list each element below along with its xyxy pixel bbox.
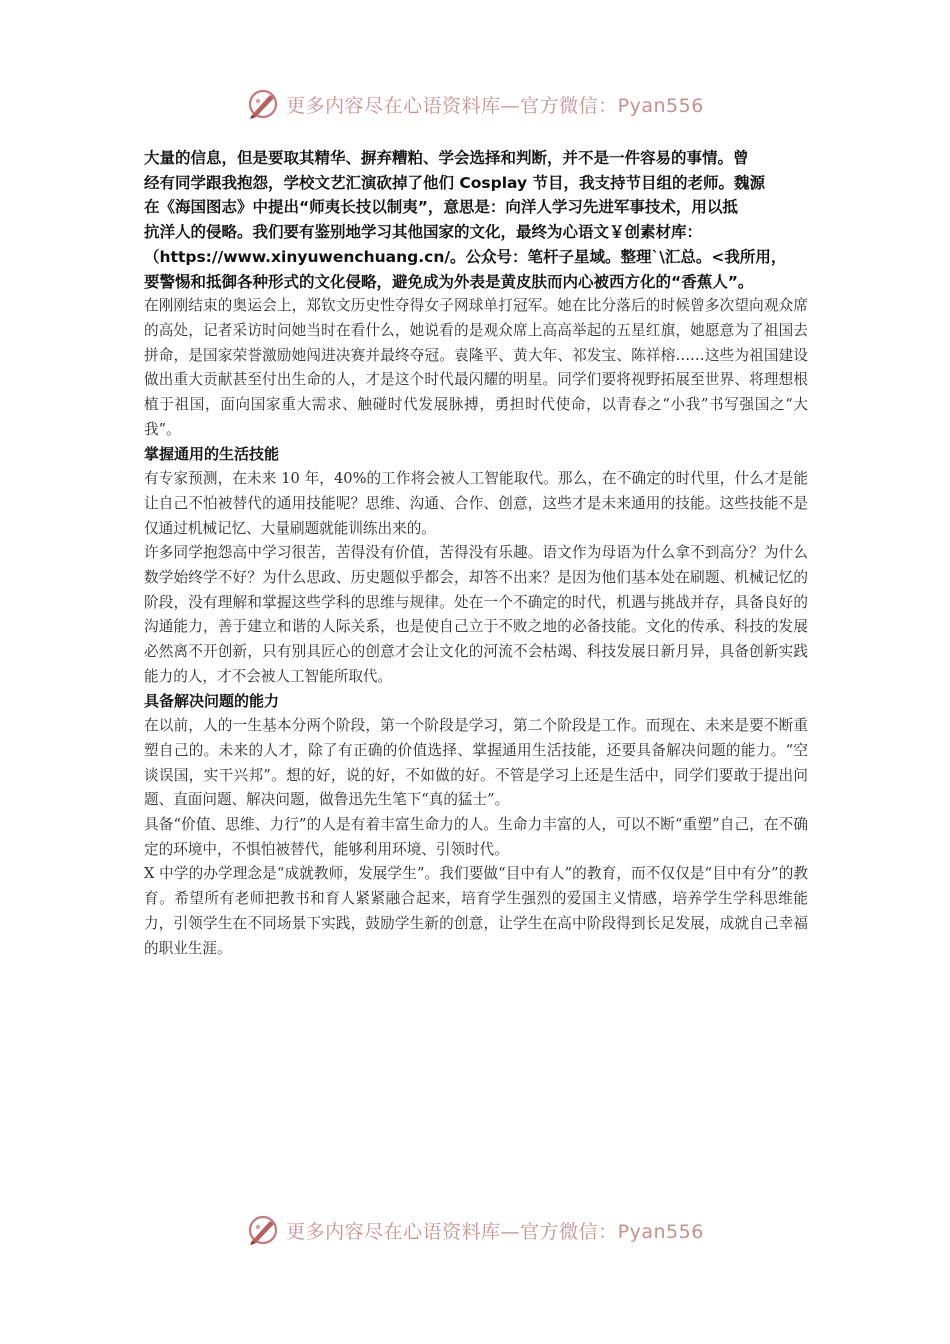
intro-line: 要警惕和抵御各种形式的文化侵略，避免成为外表是黄皮肤而内心被西方化的“香蕉人”。 [144, 272, 754, 291]
article-body [144, 294, 808, 961]
paragraph: 具备“价值、思维、力行”的人是有着丰富生命力的人。生命力丰富的人，可以不断“重塑”自己，在不确定的环境中，不惧怕被替代，能够利用环境、引领时代。 [144, 815, 808, 858]
watermark-handle: Pyan556 [617, 94, 704, 117]
document-body [144, 146, 808, 961]
paragraph: 许多同学抱怨高中学习很苦，苦得没有价值，苦得没有乐趣。语文作为母语为什么拿不到高分？为什么数学始终学不好？为什么思政、历史题似乎都会，却答不出来？是因为他们基本处在刷题、机械记忆的阶段，没有理解和掌握这些学科的思维与规律。处在一个不确定的时代，机遇与挑战并存，具备良好的沟通能力，善于建立和谐的人际关系，也是使自己立于不败之地的必备技能。文化的传承、科技的发展必然离不开创新，只有别具匠心的创意才会让文化的河流不会枯竭、科技发展日新月异，具备创新实践能力的人，才不会被人工智能所取代。 [144, 544, 808, 685]
footer-watermark [0, 1210, 950, 1250]
paragraph: X 中学的办学理念是“成就教师，发展学生”。我们要做“目中有人”的教育，而不仅仅是“目中有分”的教育。希望所有老师把教书和育人紧紧融合起来，培育学生强烈的爱国主义情感，培养学生学科思维能力，引领学生在不同场景下实践，鼓励学生新的创意，让学生在高中阶段得到长足发展，成就自己幸福的职业生涯。 [144, 865, 808, 957]
header-watermark [0, 84, 950, 124]
intro-line: （https://www.xinyuwenchuang.cn/。公众号：笔杆子星域。整理`\汇总。<我所用， [144, 247, 787, 266]
watermark-handle: Pyan556 [617, 1220, 704, 1243]
intro-block [144, 146, 808, 294]
pen-circle-logo-icon [246, 87, 280, 121]
section-heading: 掌握通用的生活技能 [144, 445, 280, 464]
paragraph: 在以前，人的一生基本分两个阶段，第一个阶段是学习，第二个阶段是工作。而现在、未来是要不断重塑自己的。未来的人才，除了有正确的价值选择、掌握通用生活技能，还要具备解决问题的能力。“空谈误国，实干兴邦”。想的好，说的好，不如做的好。不管是学习上还是生活中，同学们要敢于提出问题、直面问题、解决问题，做鲁迅先生笔下“真的猛士”。 [144, 717, 808, 809]
pen-circle-logo-icon [246, 1213, 280, 1247]
paragraph: 在刚刚结束的奥运会上，郑钦文历史性夺得女子网球单打冠军。她在比分落后的时候曾多次望向观众席的高处，记者采访时问她当时在看什么，她说看的是观众席上高高举起的五星红旗，她愿意为了祖国去拼命，是国家荣誉激励她闯进决赛并最终夺冠。袁隆平、黄大年、祁发宝、陈祥榕……这些为祖国建设做出重大贡献甚至付出生命的人，才是这个时代最闪耀的明星。同学们要将视野拓展至世界、将理想根植于祖国，面向国家重大需求、触碰时代发展脉搏，勇担时代使命，以青春之“小我”书写强国之“大我”。 [144, 297, 808, 438]
paragraph: 有专家预测，在未来 10 年，40%的工作将会被人工智能取代。那么，在不确定的时代里，什么才是能让自己不怕被替代的通用技能呢？思维、沟通、合作、创意，这些才是未来通用的技能。这些技能不是仅通过机械记忆、大量刷题就能训练出来的。 [144, 470, 808, 537]
intro-line: 大量的信息，但是要取其精华、摒弃糟粕、学会选择和判断，并不是一件容易的事情。曾 [144, 149, 749, 167]
section-heading: 具备解决问题的能力 [144, 692, 280, 711]
intro-line: 抗洋人的侵略。我们要有鉴别地学习其他国家的文化，最终为心语文￥创素材库： [144, 223, 703, 242]
watermark-text: 更多内容尽在心语资料库—官方微信：Pyan556 [286, 94, 704, 117]
intro-line: 在《海国图志》中提出“师夷长技以制夷”，意思是：向洋人学习先进军事技术，用以抵 [144, 198, 738, 217]
watermark-text: 更多内容尽在心语资料库—官方微信：Pyan556 [286, 1220, 704, 1243]
intro-line: 经有同学跟我抱怨，学校文艺汇演砍掉了他们 Cosplay 节目，我支持节目组的老师。魏源 [144, 173, 766, 192]
